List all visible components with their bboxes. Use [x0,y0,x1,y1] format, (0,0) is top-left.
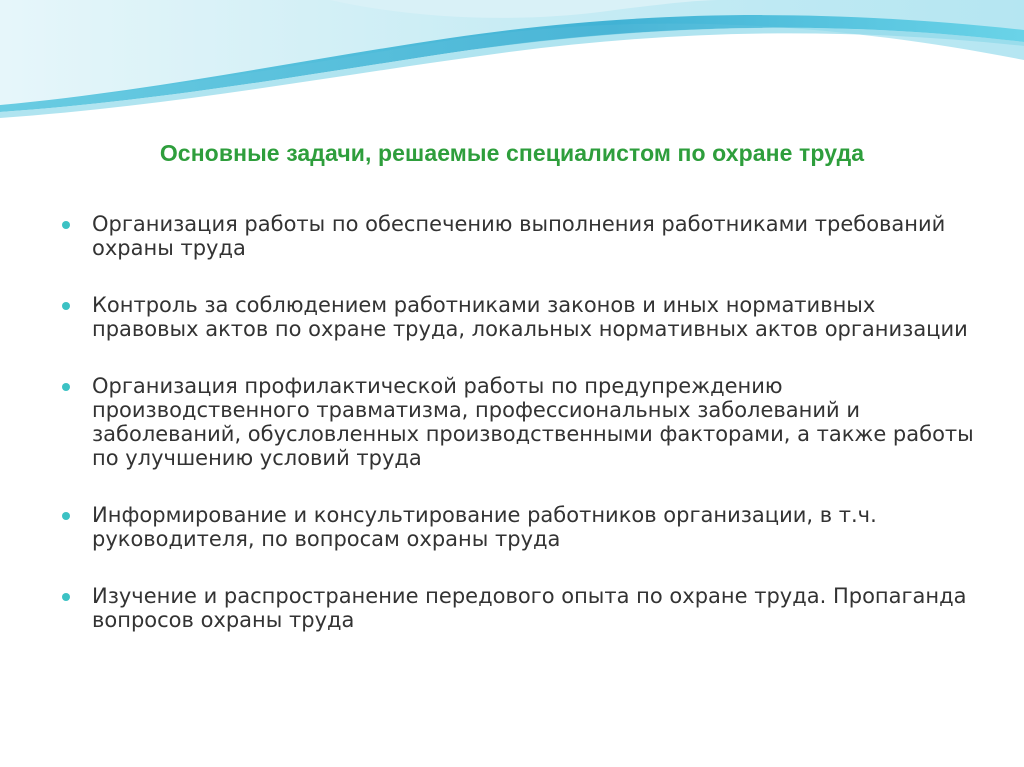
bullet-text: Изучение и распространение передового опыта по охране труда. Пропаганда вопросов охраны труда [92,584,967,632]
bullet-dot-icon [62,302,70,310]
bullet-text: Информирование и консультирование работников организации, в т.ч. руководителя, по вопросам охраны труда [92,503,877,551]
list-item [58,503,978,551]
bullet-dot-icon [62,383,70,391]
bullet-dot-icon [62,512,70,520]
bullet-dot-icon [62,221,70,229]
bullet-text: Организация профилактической работы по предупреждению производственного травматизма, профессиональных заболеваний и заболеваний, обусловленных производственными факторами, а также работы по улучшению условий труда [92,374,974,470]
bullet-list [58,212,978,665]
list-item [58,584,978,632]
slide-title: Основные задачи, решаемые специалистом по охране труда [159,140,865,166]
bullet-text: Организация работы по обеспечению выполнения работниками требований охраны труда [92,212,946,260]
header-wave-decoration [0,0,1024,130]
list-item [58,374,978,470]
bullet-text: Контроль за соблюдением работниками законов и иных нормативных правовых актов по охране труда, локальных нормативных актов организации [92,293,968,341]
list-item [58,293,978,341]
bullet-dot-icon [62,593,70,601]
list-item [58,212,978,260]
